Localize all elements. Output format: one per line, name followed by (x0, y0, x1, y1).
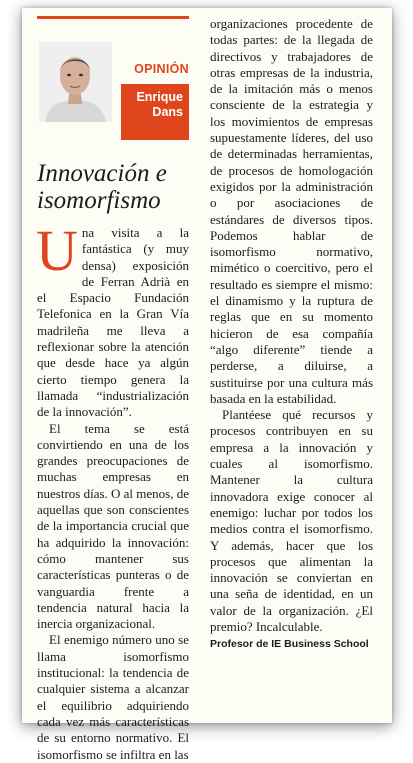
paragraph-3: El enemigo número uno se llama isomorfismo institucional: la tendencia de cualquier sistema a alcanzar el equilibrio adquiriendo cada vez más características de su entorno normativo. El isomorfismo se infiltra en las (37, 632, 189, 762)
column-header (37, 20, 189, 124)
right-column (210, 16, 373, 650)
paragraph-3-continued: organizaciones procedente de todas partes: de la llegada de directivos y trabajadores de otras empresas de la industria, de la imitación más o menos consciente de la estrategia y los movimientos de empresas supuestamente líderes, del uso de determinadas herramientas, de procesos de homologación exigidos por la administración o por asociaciones de estándares de diversos tipos. Podemos hablar de isomorfismo normativo, mimético o coercitivo, pero el resultado es siempre el mismo: el dinamismo y la ruptura de reglas que en su momento hicieron de esa compañía “algo diferente” tiende a perderse, a diluirse, a sustituirse por una cultura más basada en la estabilidad. (210, 16, 373, 406)
article-body-right (210, 16, 373, 635)
top-accent-rule (37, 16, 189, 19)
left-column (37, 16, 189, 763)
author-photo (39, 42, 112, 122)
article-title (37, 160, 189, 214)
author-name-box (121, 84, 189, 140)
drop-cap: U (36, 218, 78, 283)
title-line-2: isomorfismo (37, 187, 161, 214)
article-body-left (36, 218, 190, 763)
paragraph-4: Plantéese qué recursos y procesos contribuyen en su empresa a la innovación y cuales al isomorfismo. Mantener la cultura innovadora exige conocer al enemigo: luchar por todos los medios contra el isomorfismo. Y además, hacer que los procesos que alimentan la innovación se conviertan en una seña de identidad, en un valor de la organización. ¿El premio? Incalculable. (210, 407, 373, 634)
paragraph-1-text: na visita a la fantástica (y muy densa) exposición de Ferran Adrià en el Espacio Fundación Telefonica en la Gran Vía madrileña me lleva a reflexionar sobre la atención que desde hace ya algún cierto tiempo genera la llamada “industrialización de la innovación”. (37, 225, 189, 420)
section-label: OPINIÓN (134, 62, 189, 76)
title-line-1: Innovación e (37, 160, 167, 187)
paragraph-2: El tema se está convirtiendo en una de los grandes preocupaciones de muchas empresas en nuestros días. O al menos, de aquellas que son conscientes de la importancia crucial que ha adquirido la innovación: cómo mantener sus características punteras o de vanguardia frente a tendencia natural hacia la inercia organizacional. (37, 420, 190, 632)
author-last-name: Dans (152, 105, 183, 119)
author-signature: Profesor de IE Business School (210, 638, 369, 651)
author-first-name: Enrique (136, 90, 183, 104)
paragraph-1 (36, 218, 189, 421)
